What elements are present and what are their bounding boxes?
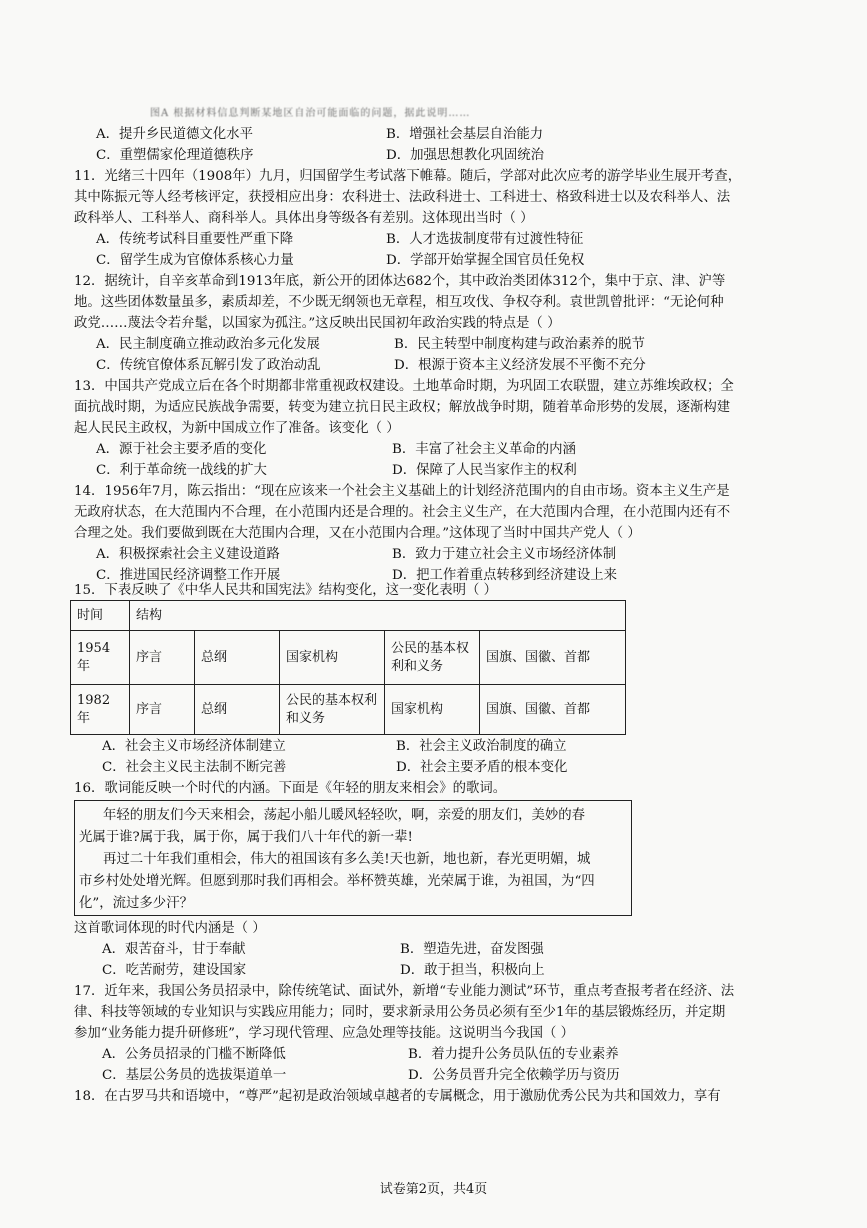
table-header-time: 时间 [71,601,130,631]
q17-option-c: C．基层公务员的选拔渠道单一 [102,1068,287,1083]
q14-option-a: A．积极探索社会主义建设道路 [96,547,280,562]
page-footer: 试卷第2页，共4页 [379,1182,488,1197]
song-line-2: 光属于谁?属于我，属于你，属于我们八十年代的新一辈! [79,830,413,845]
q10-option-a: A．提升乡民道德文化水平 [96,127,253,142]
q16-stem: 16．歌词能反映一个时代的内涵。下面是《年轻的朋友来相会》的歌词。 [74,781,507,796]
q15-stem: 15．下表反映了《中华人民共和国宪法》结构变化，这一变化表明（ ） [74,583,498,598]
q11-option-b: B．人才选拔制度带有过渡性特征 [386,232,584,247]
constitution-structure-table [70,600,626,735]
q13-option-c: C．利于革命统一战线的扩大 [96,463,267,478]
table-cell: 公民的基本权利和义务 [280,685,385,735]
q12-line-3: 政党……蔑法令若弁髦，以国家为孤注。”这反映出民国初年政治实践的特点是（ ） [74,316,561,331]
q14-line-2: 无政府状态，在大范围内不合理，在小范围内还是合理的。社会主义生产，在大范围内合理，在小范围内还有不 [74,505,731,520]
q17-line-1: 17．近年来，我国公务员招录中，除传统笔试、面试外，新增“专业能力测试”环节，重点考查报考者在经济、法 [74,984,735,999]
blurred-top-line: 图A 根据材料信息判断某地区自治可能面临的问题，据此说明…… [150,108,471,118]
q13-line-2: 面抗战时期，为适应民族战争需要，转变为建立抗日民主政权；解放战争时期，随着革命形势的发展，逐渐构建 [74,400,731,415]
table-cell: 1982年 [71,685,130,735]
q17-line-3: 参加“业务能力提升研修班”，学习现代管理、应急处理等技能。这说明当今我国（ ） [74,1026,575,1041]
q16-option-d: D．敢于担当，积极向上 [400,963,545,978]
q13-option-b: B．丰富了社会主义革命的内涵 [392,442,576,457]
q12-line-2: 地。这些团体数量虽多，素质却差，不少既无纲领也无章程，相互攻伐、争权夺利。袁世凯曾批评：“无论何种 [74,295,724,310]
q17-option-b: B．着力提升公务员队伍的专业素养 [408,1047,619,1062]
q11-option-c: C．留学生成为官僚体系核心力量 [96,253,294,268]
q11-option-a: A．传统考试科目重要性严重下降 [96,232,294,247]
song-lyrics-box [74,800,632,916]
q16-option-a: A．艰苦奋斗，甘于奉献 [102,942,246,957]
q18-line-1: 18．在古罗马共和语境中，“尊严”起初是政治领域卓越者的专属概念，用于激励优秀公民为共和国效力，享有 [74,1089,721,1104]
q14-option-c: C．推进国民经济调整工作开展 [96,568,281,583]
q17-option-d: D．公务员晋升完全依赖学历与资历 [408,1068,620,1083]
table-cell: 1954年 [71,631,130,685]
q11-line-2: 其中陈振元等人经考核评定，获授相应出身：农科进士、法政科进士、工科进士、格致科进士以及农科举人、法 [74,190,731,205]
table-cell: 总纲 [195,685,280,735]
q15-option-b: B．社会主义政治制度的确立 [396,739,567,754]
q11-line-1: 11．光绪三十四年（1908年）九月，归国留学生考试落下帷幕。随后，学部对此次应考的游学毕业生展开考查， [74,169,742,184]
q12-option-b: B．民主转型中制度构建与政治素养的脱节 [394,337,645,352]
song-line-4: 市乡村处处增光辉。但愿到那时我们再相会。举杯赞英雄，光荣属于谁，为祖国，为“四 [79,874,595,889]
table-cell: 总纲 [195,631,280,685]
table-cell: 公民的基本权利和义务 [385,631,480,685]
song-line-1: 年轻的朋友们今天来相会，荡起小船儿暖风轻轻吹，啊，亲爱的朋友们，美妙的春 [103,808,586,823]
song-line-3: 再过二十年我们重相会，伟大的祖国该有多么美!天也新，地也新，春光更明媚，城 [103,852,591,867]
table-cell: 国家机构 [385,685,480,735]
table-row [71,685,626,735]
q13-line-3: 起人民民主政权，为新中国成立作了准备。该变化（ ） [74,421,400,436]
q13-option-d: D．保障了人民当家作主的权利 [392,463,577,478]
q13-line-1: 13．中国共产党成立后在各个时期都非常重视政权建设。土地革命时期，为巩固工农联盟，建立苏维埃政权；全 [74,379,734,394]
q16-option-b: B．塑造先进，奋发图强 [400,942,544,957]
q14-line-3: 合理之处。我们要做到既在大范围内合理，又在小范围内合理。”这体现了当时中国共产党人（ ） [74,526,641,541]
table-cell: 国旗、国徽、首都 [480,631,626,685]
q10-option-d: D．加强思想教化巩固统治 [386,148,545,163]
q14-option-b: B．致力于建立社会主义市场经济体制 [392,547,617,562]
q15-option-d: D．社会主要矛盾的根本变化 [396,760,568,775]
q12-option-d: D．根源于资本主义经济发展不平衡不充分 [394,358,646,373]
q10-option-b: B．增强社会基层自治能力 [386,127,544,142]
table-cell: 序言 [130,685,195,735]
q12-option-a: A．民主制度确立推动政治多元化发展 [96,337,320,352]
table-cell: 国家机构 [280,631,385,685]
table-cell: 序言 [130,631,195,685]
table-row [71,631,626,685]
q15-option-a: A．社会主义市场经济体制建立 [102,739,286,754]
q10-option-c: C．重塑儒家伦理道德秩序 [96,148,254,163]
q14-option-d: D．把工作着重点转移到经济建设上来 [392,568,617,583]
song-line-5: 化”，流过多少汗？ [79,896,193,911]
q12-line-1: 12．据统计，自辛亥革命到1913年底，新公开的团体达682个，其中政治类团体312个，集中于京、津、沪等 [74,274,726,289]
q14-line-1: 14．1956年7月，陈云指出：“现在应该来一个社会主义基础上的计划经济范围内的自由市场。资本主义生产是 [74,484,730,499]
q16-question: 这首歌词体现的时代内涵是（ ） [74,921,266,936]
q17-line-2: 律、科技等领域的专业知识与实践应用能力；同时，要求新录用公务员必须有至少1年的基层锻炼经历，并定期 [74,1005,726,1020]
q17-option-a: A．公务员招录的门槛不断降低 [102,1047,286,1062]
q13-option-a: A．源于社会主要矛盾的变化 [96,442,267,457]
q12-option-c: C．传统官僚体系瓦解引发了政治动乱 [96,358,321,373]
q16-option-c: C．吃苦耐劳，建设国家 [102,963,247,978]
table-cell: 国旗、国徽、首都 [480,685,626,735]
table-header-structure: 结构 [130,601,626,631]
q11-line-3: 政科举人、工科举人、商科举人。具体出身等级各有差别。这体现出当时（ ） [74,211,534,226]
q15-option-c: C．社会主义民主法制不断完善 [102,760,287,775]
q11-option-d: D．学部开始掌握全国官员任免权 [386,253,585,268]
